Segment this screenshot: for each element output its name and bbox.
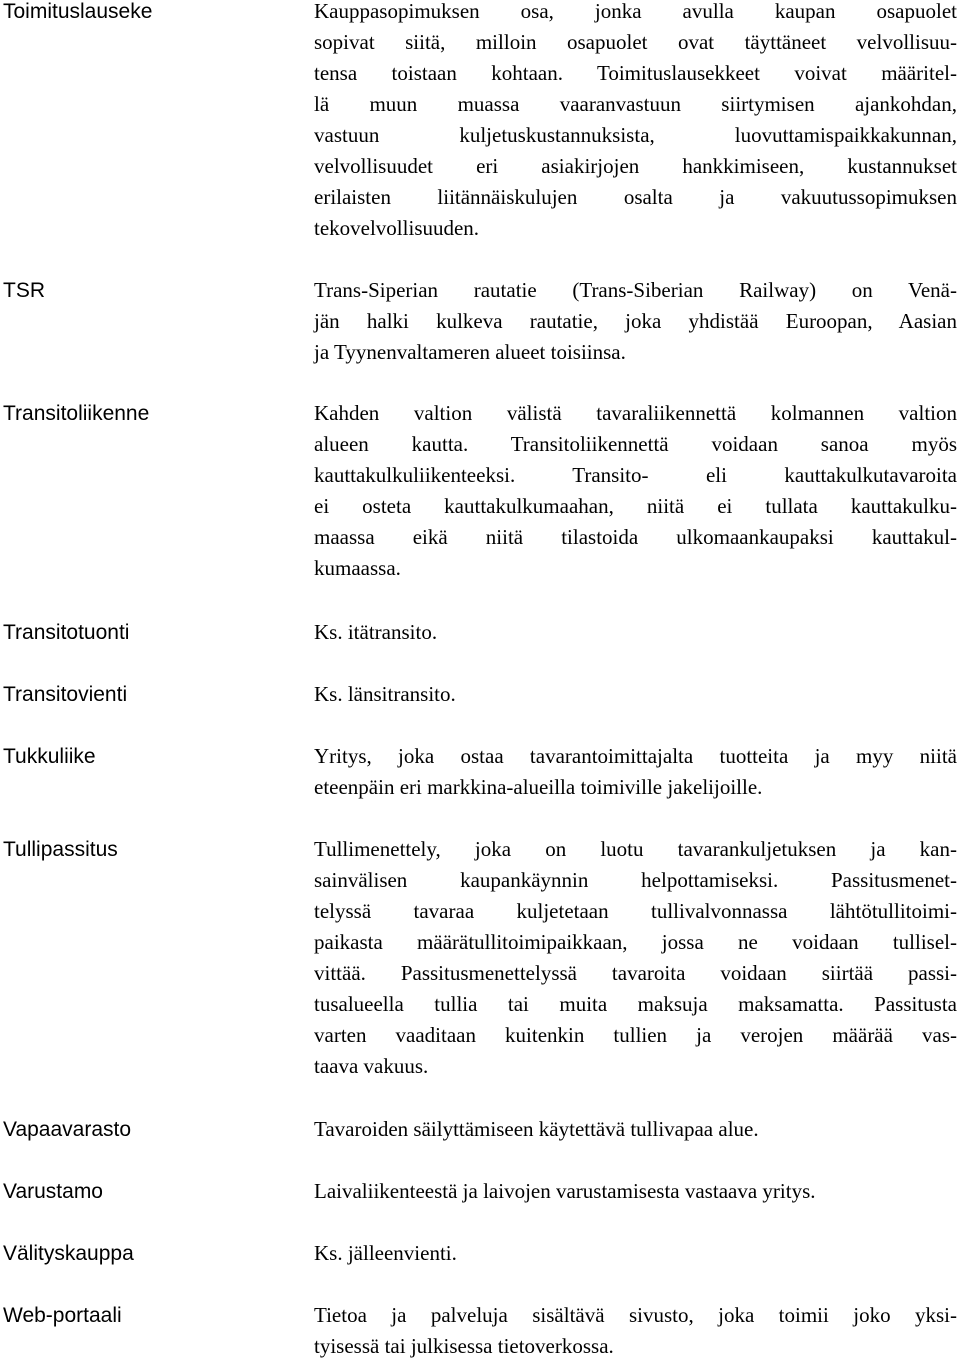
definition-line: ja Tyynenvaltameren alueet toisiinsa.: [314, 340, 626, 364]
definition-line: tekovelvollisuuden.: [314, 216, 480, 240]
definition-line: paikasta määrätullitoimipaikkaan, jossa ne voidaan tullisel-: [314, 930, 957, 954]
definition-line: taava vakuus.: [314, 1054, 429, 1078]
term-definition: [314, 1114, 957, 1145]
term-label: Tullipassitus: [3, 838, 118, 861]
definition-line: Kahden valtion välistä tavaraliikennettä kolmannen valtion: [314, 401, 957, 425]
term-label: Toimituslauseke: [3, 0, 153, 23]
definition-line: Ks. jälleenvienti.: [314, 1241, 457, 1265]
definition-line: Kauppasopimuksen osa, jonka avulla kaupan osapuolet: [314, 0, 957, 23]
definition-line: tyisessä tai julkisessa tietoverkossa.: [314, 1334, 614, 1358]
term-label: Transitoliikenne: [3, 402, 150, 425]
term-label: Vapaavarasto: [3, 1118, 132, 1141]
definition-line: sainvälisen kaupankäynnin helpottamiseksi. Passitusmenet-: [314, 868, 957, 892]
term-definition: [314, 741, 957, 803]
definition-line: Yritys, joka ostaa tavarantoimittajalta tuotteita ja myy niitä: [314, 744, 957, 768]
term-label: Varustamo: [3, 1180, 103, 1203]
definition-line: sopivat siitä, milloin osapuolet ovat täyttäneet velvollisuu-: [314, 30, 957, 54]
definition-line: kauttakulkuliikenteeksi. Transito- eli kauttakulkutavaroita: [314, 463, 957, 487]
term-definition: [314, 1176, 957, 1207]
definition-line: vittää. Passitusmenettelyssä tavaroita voidaan siirtää passi-: [314, 961, 957, 985]
definition-line: Tavaroiden säilyttämiseen käytettävä tullivapaa alue.: [314, 1117, 759, 1141]
term-definition: [314, 617, 957, 648]
definition-line: Tullimenettely, joka on luotu tavarankuljetuksen ja kan-: [314, 837, 957, 861]
definition-line: lä muun muassa vaaranvastuun siirtymisen ajankohdan,: [314, 92, 957, 116]
term-definition: [314, 0, 957, 244]
definition-line: Laivaliikenteestä ja laivojen varustamisesta vastaava yritys.: [314, 1179, 816, 1203]
definition-line: alueen kautta. Transitoliikennettä voidaan sanoa myös: [314, 432, 957, 456]
definition-line: Ks. länsitransito.: [314, 682, 456, 706]
term-label: Web-portaali: [3, 1304, 122, 1327]
definition-line: tusalueella tullia tai muita maksuja maksamatta. Passitusta: [314, 992, 957, 1016]
definition-line: eteenpäin eri markkina-alueilla toimiville jakelijoille.: [314, 775, 763, 799]
term-definition: [314, 1238, 957, 1269]
definition-line: vastuun kuljetuskustannuksista, luovuttamispaikkakunnan,: [314, 123, 957, 147]
term-definition: [314, 834, 957, 1082]
term-label: Transitovienti: [3, 683, 128, 706]
term-label: TSR: [3, 279, 45, 302]
definition-line: ei osteta kauttakulkumaahan, niitä ei tullata kauttakulku-: [314, 494, 957, 518]
definition-line: Trans-Siperian rautatie (Trans-Siberian Railway) on Venä-: [314, 278, 957, 302]
term-definition: [314, 679, 957, 710]
definition-line: maassa eikä niitä tilastoida ulkomaankaupaksi kauttakul-: [314, 525, 957, 549]
term-definition: [314, 275, 957, 368]
definition-line: erilaisten liitännäiskulujen osalta ja vakuutussopimuksen: [314, 185, 957, 209]
term-definition: [314, 1300, 957, 1362]
definition-line: velvollisuudet eri asiakirjojen hankkimiseen, kustannukset: [314, 154, 957, 178]
definition-line: Ks. itätransito.: [314, 620, 438, 644]
definition-line: telyssä tavaraa kuljetetaan tullivalvonnassa lähtötullitoimi-: [314, 899, 957, 923]
term-label: Välityskauppa: [3, 1242, 134, 1265]
definition-line: jän halki kulkeva rautatie, joka yhdistää Euroopan, Aasian: [314, 309, 957, 333]
definition-line: tensa toistaan kohtaan. Toimituslausekkeet voivat määritel-: [314, 61, 957, 85]
definition-line: varten vaaditaan kuitenkin tullien ja verojen määrää vas-: [314, 1023, 957, 1047]
definition-line: Tietoa ja palveluja sisältävä sivusto, joka toimii joko yksi-: [314, 1303, 957, 1327]
term-definition: [314, 398, 957, 584]
definition-line: kumaassa.: [314, 556, 401, 580]
term-label: Transitotuonti: [3, 621, 130, 644]
term-label: Tukkuliike: [3, 745, 96, 768]
